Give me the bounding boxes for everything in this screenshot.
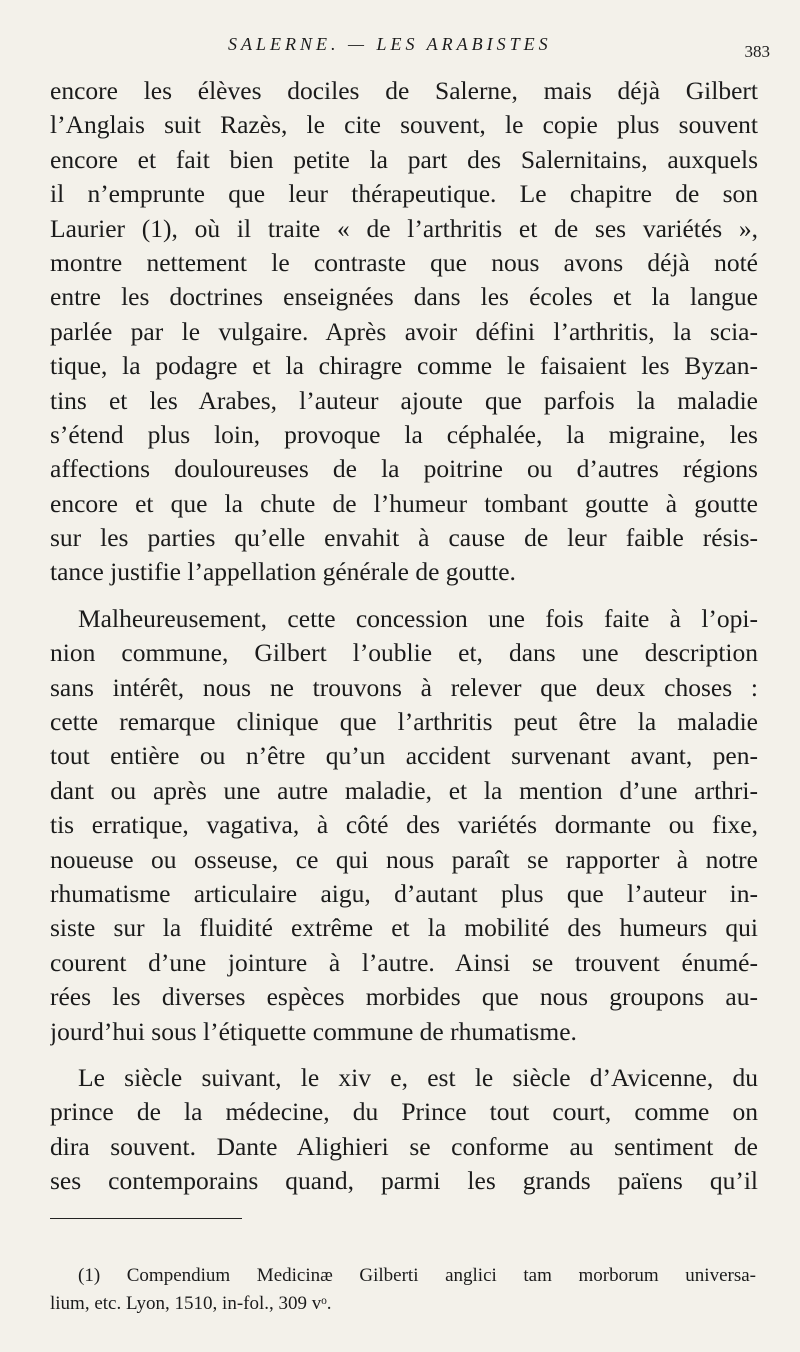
text-line: jourd’hui sous l’étiquette commune de rhumatisme. — [50, 1016, 577, 1046]
text-line: prince de la médecine, du Prince tout court, comme on — [50, 1097, 758, 1127]
text-line: s’étend plus loin, provoque la céphalée, la migraine, les — [50, 419, 758, 449]
text-line: encore et fait bien petite la part des Salernitains, auxquels — [50, 144, 758, 174]
text-line: rées les diverses espèces morbides que nous groupons au- — [50, 982, 758, 1012]
running-head-title: SALERNE. — LES ARABISTES — [228, 34, 552, 54]
text-line: noueuse ou osseuse, ce qui nous paraît se rapporter à notre — [50, 844, 758, 874]
text-line: entre les doctrines enseignées dans les écoles et la langue — [50, 282, 758, 312]
text-line: encore et que la chute de l’humeur tombant goutte à goutte — [50, 488, 758, 518]
text-line: cette remarque clinique que l’arthritis peut être la maladie — [50, 707, 758, 737]
text-line: dant ou après une autre maladie, et la mention d’une arthri- — [50, 775, 758, 805]
text-line: dira souvent. Dante Alighieri se conforme au sentiment de — [50, 1131, 758, 1161]
text-line: parlée par le vulgaire. Après avoir défini l’arthritis, la scia- — [50, 316, 758, 346]
text-line: sur les parties qu’elle envahit à cause de leur faible résis- — [50, 523, 758, 553]
text-line: tance justifie l’appellation générale de goutte. — [50, 557, 516, 587]
footnote-line: (1) Compendium Medicinæ Gilberti anglici tam morborum universa- — [78, 1265, 756, 1286]
text-line: tout entière ou n’être qu’un accident survenant avant, pen- — [50, 741, 758, 771]
text-line: siste sur la fluidité extrême et la mobilité des humeurs qui — [50, 913, 758, 943]
text-line: nion commune, Gilbert l’oublie et, dans une description — [50, 638, 758, 668]
text-line: Malheureusement, cette concession une fois faite à l’opi- — [78, 603, 758, 633]
text-line: ses contemporains quand, parmi les grands païens qu’il — [50, 1166, 758, 1196]
text-line: Laurier (1), où il traite « de l’arthritis et de ses variétés », — [50, 213, 758, 243]
running-head — [0, 34, 800, 64]
text-line: affections douloureuses de la poitrine ou d’autres régions — [50, 454, 758, 484]
text-line: Le siècle suivant, le xiv e, est le siècle d’Avicenne, du — [78, 1062, 758, 1092]
text-line: tis erratique, vagativa, à côté des variétés dormante ou fixe, — [50, 810, 758, 840]
footnote-rule — [50, 1218, 242, 1219]
text-line: montre nettement le contraste que nous avons déjà noté — [50, 247, 758, 277]
footnote-line: lium, etc. Lyon, 1510, in-fol., 309 vᵒ. — [50, 1293, 332, 1314]
text-line: sans intérêt, nous ne trouvons à relever que deux choses : — [50, 672, 758, 702]
footnote — [50, 1262, 756, 1318]
text-line: tique, la podagre et la chiragre comme le faisaient les Byzan- — [50, 351, 758, 381]
text-line: rhumatisme articulaire aigu, d’autant plus que l’auteur in- — [50, 878, 758, 908]
page-number: 383 — [744, 42, 770, 61]
text-line: l’Anglais suit Razès, le cite souvent, le copie plus souvent — [50, 110, 758, 140]
text-line: courent d’une jointure à l’autre. Ainsi se trouvent énumé- — [50, 947, 758, 977]
body-text — [50, 74, 758, 1199]
text-line: il n’emprunte que leur thérapeutique. Le chapitre de son — [50, 179, 758, 209]
text-line: tins et les Arabes, l’auteur ajoute que parfois la maladie — [50, 385, 758, 415]
text-line: encore les élèves dociles de Salerne, mais déjà Gilbert — [50, 76, 758, 105]
